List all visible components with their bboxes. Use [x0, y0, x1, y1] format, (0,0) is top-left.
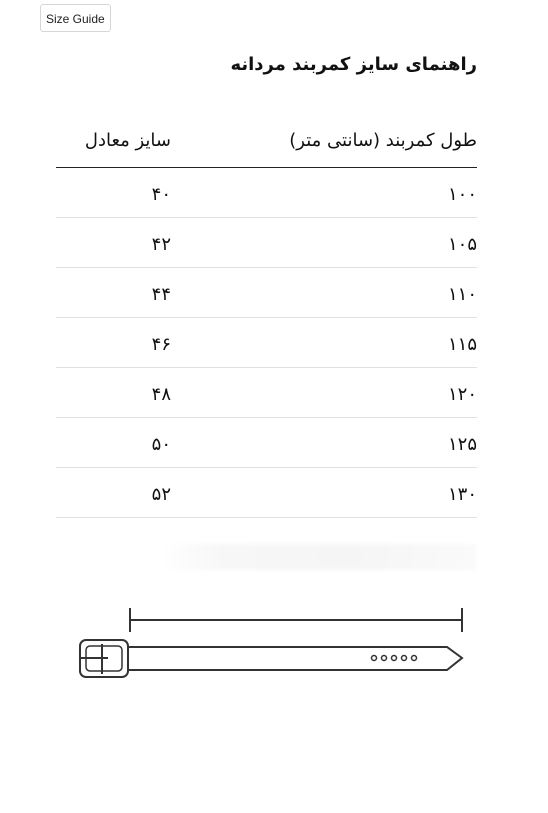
size-table — [56, 120, 477, 518]
cell-length: ۱۰۰ — [447, 184, 477, 205]
cell-size: ۵۰ — [151, 434, 171, 455]
table-row — [56, 368, 477, 418]
header-equivalent-size: سایز معادل — [84, 130, 171, 151]
cell-length: ۱۲۰ — [447, 384, 477, 405]
cell-size: ۵۲ — [151, 484, 171, 505]
belt-measure-icon — [72, 600, 472, 690]
cell-length: ۱۱۰ — [447, 284, 477, 305]
cell-size: ۴۰ — [151, 184, 171, 205]
image-shadow — [160, 544, 476, 570]
table-row — [56, 268, 477, 318]
size-guide-button[interactable]: Size Guide — [40, 4, 111, 32]
table-row — [56, 318, 477, 368]
header-belt-length: طول کمربند (سانتی متر) — [289, 130, 477, 151]
table-row — [56, 418, 477, 468]
cell-size: ۴۴ — [151, 284, 171, 305]
cell-length: ۱۱۵ — [447, 334, 477, 355]
table-row — [56, 218, 477, 268]
table-row — [56, 468, 477, 518]
cell-size: ۴۲ — [151, 234, 171, 255]
table-row — [56, 168, 477, 218]
cell-size: ۴۸ — [151, 384, 171, 405]
cell-length: ۱۳۰ — [447, 484, 477, 505]
table-header — [56, 120, 477, 168]
cell-length: ۱۲۵ — [447, 434, 477, 455]
page-title: راهنمای سایز کمربند مردانه — [230, 54, 477, 75]
cell-length: ۱۰۵ — [447, 234, 477, 255]
cell-size: ۴۶ — [151, 334, 171, 355]
